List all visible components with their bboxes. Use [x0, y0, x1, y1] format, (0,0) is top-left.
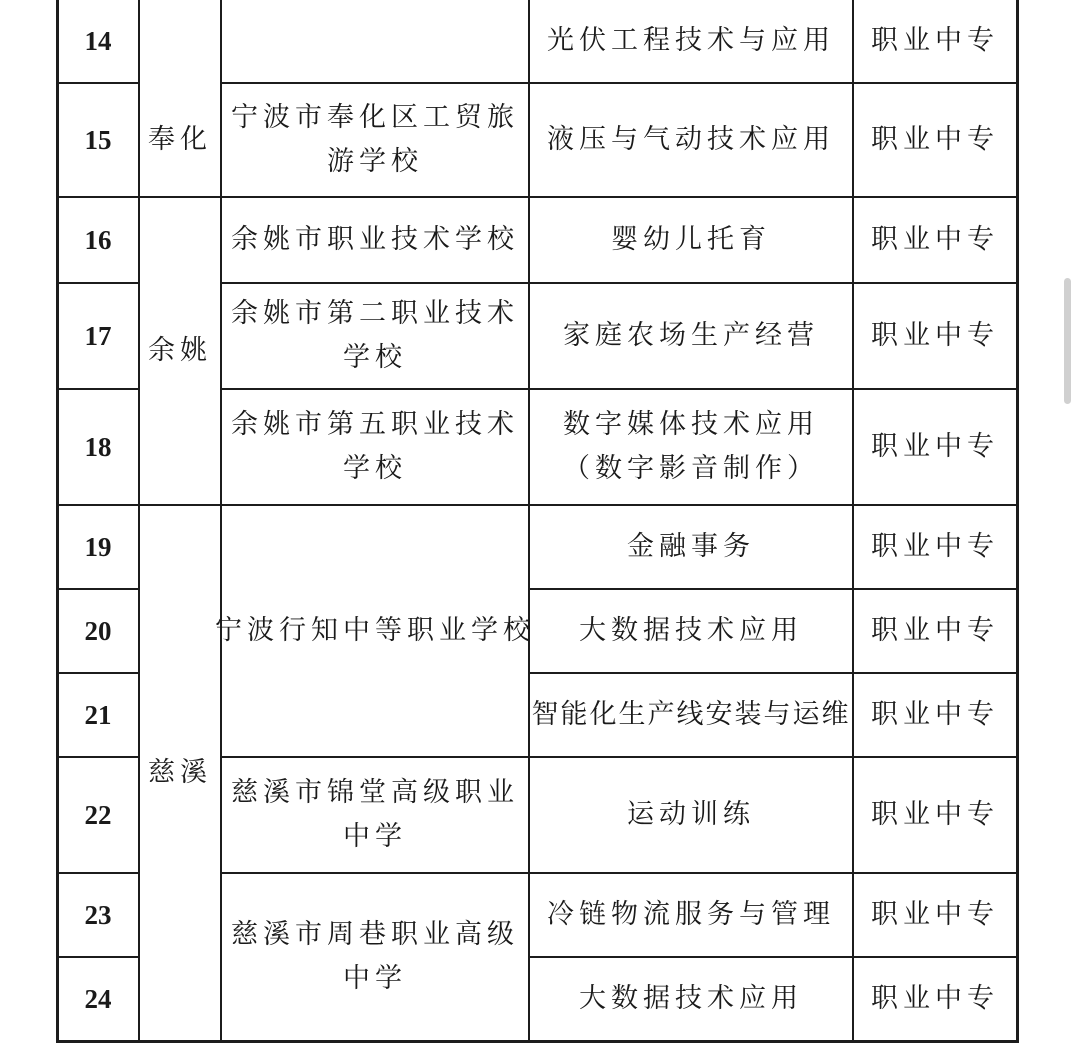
level-cell: 职业中专 [871, 320, 999, 351]
row-number: 24 [84, 984, 112, 1014]
row-number: 16 [84, 225, 112, 255]
major-name: 冷链物流服务与管理 [547, 899, 835, 930]
school-name-line: 慈溪市锦堂高级职业 [231, 777, 519, 808]
row-number: 20 [84, 616, 112, 646]
major-cell [530, 390, 852, 504]
level-cell: 职业中专 [871, 699, 999, 730]
school-name-line: 余姚市职业技术学校 [231, 224, 519, 255]
school-cell [222, 84, 528, 196]
school-name-line: 余姚市第五职业技术 [231, 409, 519, 440]
school-cell [222, 198, 528, 282]
table-border [1016, 0, 1019, 1042]
row-number: 21 [84, 700, 112, 730]
level-cell: 职业中专 [871, 224, 999, 255]
school-cell [222, 390, 528, 504]
school-name-line: 学校 [343, 342, 407, 373]
major-cell [530, 674, 852, 756]
level-cell: 职业中专 [871, 431, 999, 462]
level-cell: 职业中专 [871, 124, 999, 155]
major-name: 液压与气动技术应用 [547, 124, 835, 155]
row-number: 17 [84, 321, 112, 351]
level-cell: 职业中专 [871, 531, 999, 562]
row-number: 15 [84, 125, 112, 155]
level-cell: 职业中专 [871, 983, 999, 1014]
major-cell [530, 284, 852, 388]
major-name-line: （数字影音制作） [563, 453, 819, 484]
school-cell [222, 758, 528, 872]
major-cell [530, 758, 852, 872]
school-name-line: 宁波市奉化区工贸旅 [231, 102, 519, 133]
school-name-line: 游学校 [327, 146, 423, 177]
school-cell [222, 874, 528, 1040]
major-cell [530, 198, 852, 282]
school-cell [222, 284, 528, 388]
major-name: 智能化生产线安装与运维 [531, 699, 851, 730]
row-number: 23 [84, 900, 112, 930]
row-number: 22 [84, 800, 112, 830]
region-cell [140, 198, 220, 504]
major-name: 运动训练 [627, 799, 755, 830]
level-cell: 职业中专 [871, 615, 999, 646]
major-cell [530, 958, 852, 1040]
major-name: 家庭农场生产经营 [563, 320, 819, 351]
major-cell [530, 84, 852, 196]
school-name-line: 余姚市第二职业技术 [231, 298, 519, 329]
level-cell: 职业中专 [871, 799, 999, 830]
level-cell: 职业中专 [871, 25, 999, 56]
major-name: 大数据技术应用 [579, 615, 803, 646]
major-name: 金融事务 [627, 531, 755, 562]
school-name-line: 中学 [343, 963, 407, 994]
region-cell [140, 506, 220, 1040]
major-cell [530, 0, 852, 82]
school-cell [215, 506, 535, 756]
region-label: 奉化 [148, 124, 212, 155]
table-border [56, 1040, 1019, 1043]
school-name-line: 慈溪市周巷职业高级 [231, 919, 519, 950]
major-name: 大数据技术应用 [579, 983, 803, 1014]
level-cell: 职业中专 [871, 899, 999, 930]
row-number: 14 [84, 26, 112, 56]
row-number: 19 [84, 532, 112, 562]
school-name-line: 学校 [343, 453, 407, 484]
region-cell [140, 84, 220, 196]
scrollbar-thumb[interactable] [1064, 278, 1071, 404]
row-number: 18 [84, 432, 112, 462]
major-cell [530, 590, 852, 672]
major-cell [530, 506, 852, 588]
major-name: 婴幼儿托育 [611, 224, 771, 255]
major-name: 光伏工程技术与应用 [547, 25, 835, 56]
school-name-line: 中学 [343, 821, 407, 852]
major-cell [530, 874, 852, 956]
school-name-line: 宁波行知中等职业学校 [215, 615, 535, 646]
region-label: 余姚 [148, 335, 212, 366]
major-name-line: 数字媒体技术应用 [563, 409, 819, 440]
region-label: 慈溪 [148, 757, 212, 788]
